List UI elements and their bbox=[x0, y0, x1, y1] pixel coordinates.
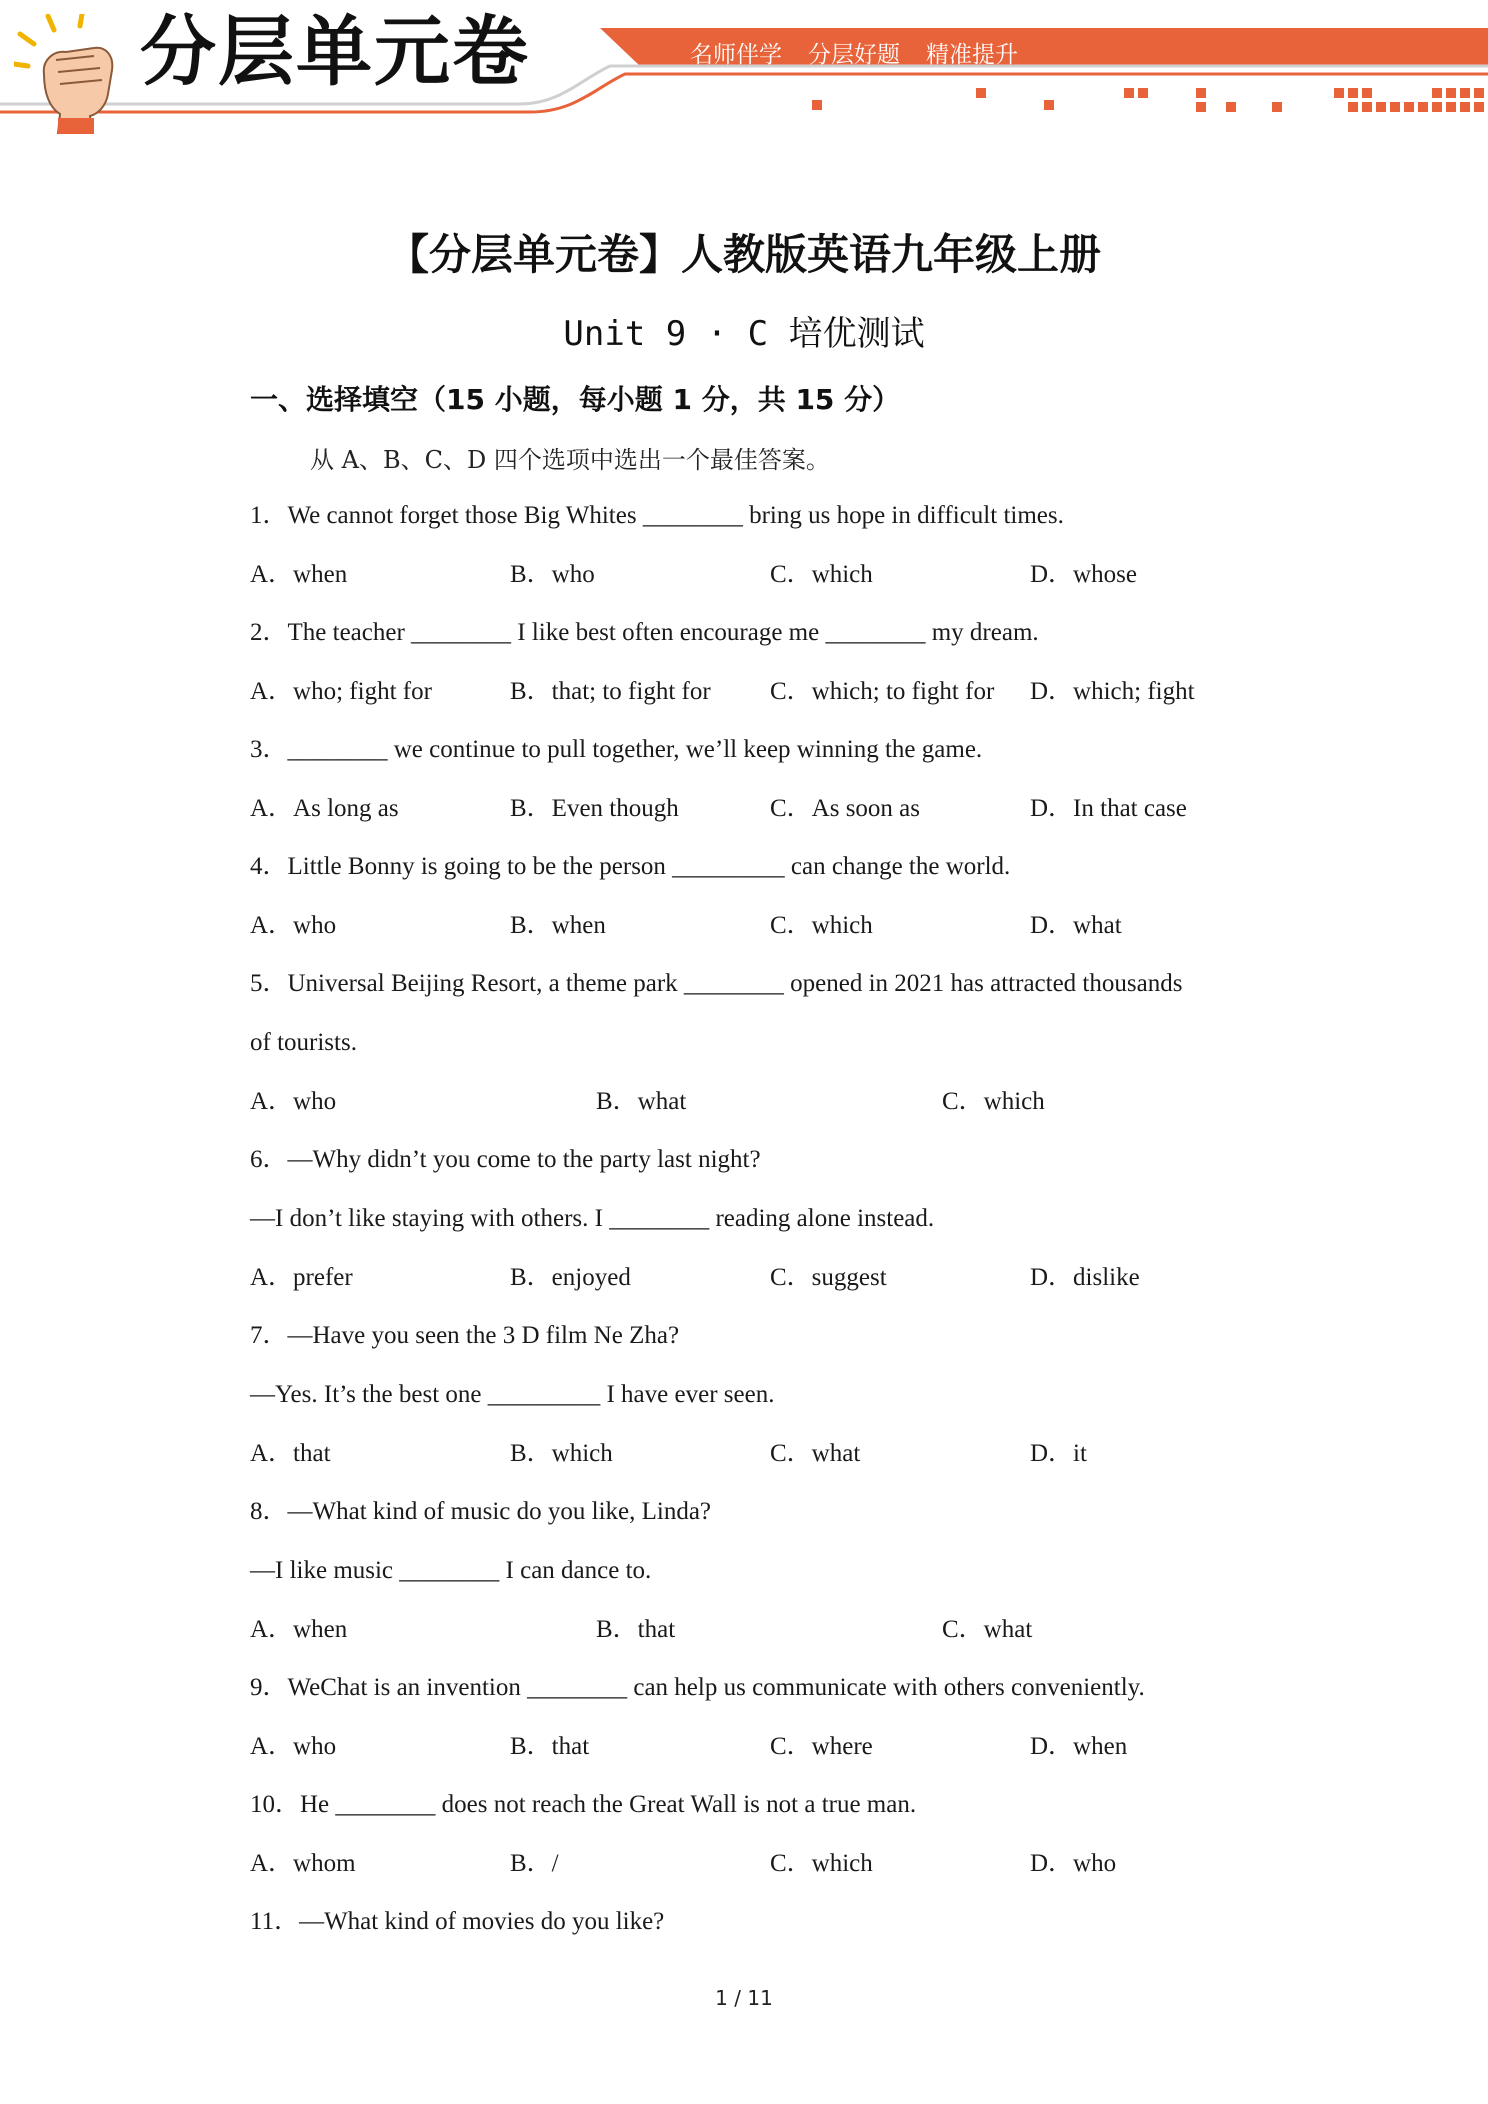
option-c: C．which bbox=[770, 1850, 873, 1877]
question-stem-continued: of tourists. bbox=[250, 1029, 357, 1056]
question-stem: 7．—Have you seen the 3 D film Ne Zha? bbox=[250, 1322, 680, 1349]
question-stem: 11．—What kind of movies do you like? bbox=[250, 1908, 665, 1935]
option-a: A．As long as bbox=[250, 795, 399, 822]
page-header bbox=[0, 0, 1488, 150]
option-d: D．In that case bbox=[1030, 795, 1187, 822]
slogan-item: 名师伴学 bbox=[690, 42, 782, 68]
option-c: C．which bbox=[770, 561, 873, 588]
section-instruction: 从 A、B、C、D 四个选项中选出一个最佳答案。 bbox=[310, 446, 830, 474]
option-b: B．which bbox=[510, 1440, 613, 1467]
option-d: D．when bbox=[1030, 1733, 1128, 1760]
question-stem: 2．The teacher ________ I like best often encourage me ________ my dream. bbox=[250, 619, 1039, 646]
question-stem: 3．________ we continue to pull together, we’ll keep winning the game. bbox=[250, 736, 983, 763]
option-d: D．who bbox=[1030, 1850, 1117, 1877]
option-d: D．dislike bbox=[1030, 1264, 1140, 1291]
option-a: A．prefer bbox=[250, 1264, 353, 1291]
slogan-item: 分层好题 bbox=[808, 42, 900, 68]
question-stem: 8．—What kind of music do you like, Linda? bbox=[250, 1498, 712, 1525]
option-b: B．what bbox=[596, 1088, 687, 1115]
question-stem-continued: —I don’t like staying with others. I ________ reading alone instead. bbox=[250, 1205, 935, 1232]
option-d: D．what bbox=[1030, 912, 1122, 939]
question-stem: 1．We cannot forget those Big Whites ________ bring us hope in difficult times. bbox=[250, 502, 1064, 529]
option-c: C．where bbox=[770, 1733, 873, 1760]
option-a: A．when bbox=[250, 561, 348, 588]
document-title: 【分层单元卷】人教版英语九年级上册 bbox=[386, 230, 1101, 279]
slogan-item: 精准提升 bbox=[926, 42, 1018, 68]
option-b: B．that bbox=[596, 1616, 676, 1643]
brand-title: 分层单元卷 bbox=[140, 7, 530, 96]
question-stem: 9．WeChat is an invention ________ can help us communicate with others conveniently. bbox=[250, 1674, 1145, 1701]
header-slogans bbox=[690, 36, 1018, 69]
option-a: A．who; fight for bbox=[250, 678, 432, 705]
option-c: C．which bbox=[770, 912, 873, 939]
option-b: B．that; to fight for bbox=[510, 678, 711, 705]
option-d: D．it bbox=[1030, 1440, 1087, 1467]
option-d: D．which; fight bbox=[1030, 678, 1195, 705]
question-stem: 6．—Why didn’t you come to the party last night? bbox=[250, 1146, 761, 1173]
option-c: C．As soon as bbox=[770, 795, 921, 822]
fist-icon bbox=[14, 14, 132, 134]
option-a: A．who bbox=[250, 1088, 337, 1115]
option-b: B．when bbox=[510, 912, 606, 939]
option-b: B．that bbox=[510, 1733, 590, 1760]
option-c: C．which bbox=[942, 1088, 1045, 1115]
option-a: A．who bbox=[250, 1733, 337, 1760]
section-heading: 一、选择填空（15 小题，每小题 1 分，共 15 分） bbox=[250, 383, 901, 416]
question-stem: 5．Universal Beijing Resort, a theme park ________ opened in 2021 has attracted thousands bbox=[250, 970, 1183, 997]
option-d: D．whose bbox=[1030, 561, 1137, 588]
page-number: 1 / 11 bbox=[715, 1986, 773, 2010]
question-stem: 4．Little Bonny is going to be the person _________ can change the world. bbox=[250, 853, 1011, 880]
option-a: A．whom bbox=[250, 1850, 356, 1877]
option-c: C．which; to fight for bbox=[770, 678, 995, 705]
option-a: A．that bbox=[250, 1440, 331, 1467]
option-b: B．who bbox=[510, 561, 595, 588]
question-stem-continued: —Yes. It’s the best one _________ I have ever seen. bbox=[250, 1381, 775, 1408]
document-subtitle: Unit 9 · C 培优测试 bbox=[563, 314, 925, 354]
question-stem-continued: —I like music ________ I can dance to. bbox=[250, 1557, 652, 1584]
option-c: C．what bbox=[770, 1440, 861, 1467]
option-b: B．enjoyed bbox=[510, 1264, 631, 1291]
option-c: C．what bbox=[942, 1616, 1033, 1643]
option-b: B．/ bbox=[510, 1850, 559, 1877]
option-a: A．when bbox=[250, 1616, 348, 1643]
option-b: B．Even though bbox=[510, 795, 679, 822]
option-a: A．who bbox=[250, 912, 337, 939]
question-stem: 10．He ________ does not reach the Great Wall is not a true man. bbox=[250, 1791, 917, 1818]
option-c: C．suggest bbox=[770, 1264, 887, 1291]
